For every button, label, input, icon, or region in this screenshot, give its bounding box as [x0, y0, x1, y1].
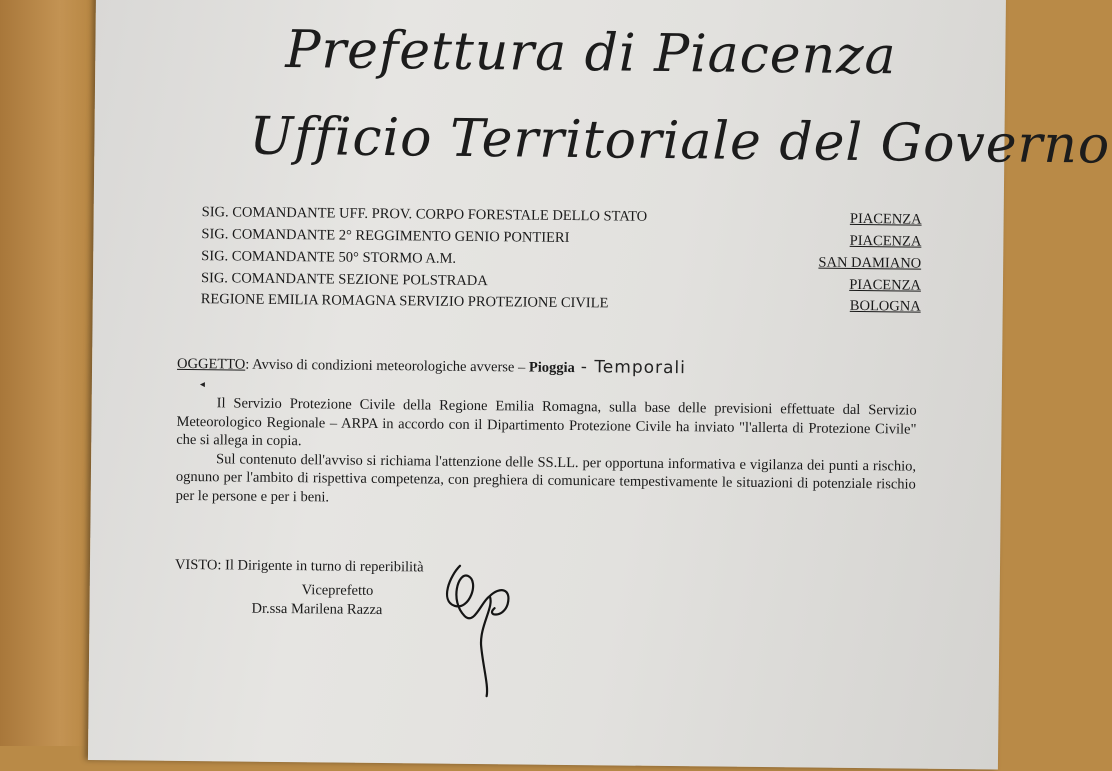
recipient-city: SAN DAMIANO: [818, 254, 922, 272]
letterhead-subtitle: Ufficio Territoriale del Governo: [249, 106, 1111, 176]
body-text: [176, 394, 917, 513]
desk-background: [0, 0, 100, 746]
recipient-name: SIG. COMANDANTE 50° STORMO A.M.: [201, 248, 457, 267]
recipient-name: SIG. COMANDANTE SEZIONE POLSTRADA: [200, 270, 488, 290]
recipient-name: SIG. COMANDANTE UFF. PROV. CORPO FORESTALE DELLO STATO: [201, 204, 648, 225]
recipient-name: SIG. COMANDANTE 2° REGGIMENTO GENIO PONTIERI: [201, 226, 570, 246]
recipient-city: PIACENZA: [849, 210, 922, 228]
letterhead-title: Prefettura di Piacenza: [285, 19, 897, 87]
subject-label: OGGETTO: [177, 355, 246, 373]
recipient-city: BOLOGNA: [849, 297, 921, 315]
visto-line: VISTO: Il Dirigente in turno di reperibilità: [174, 556, 424, 576]
handwritten-signature: [419, 545, 551, 706]
subject-bold: Pioggia: [528, 359, 575, 377]
body-paragraph: Sul contenuto dell'avviso si richiama l'attenzione delle SS.LL. per opportuna informativa e vigilanza dei punti a rischio, ognuno per l'ambito di rispettiva competenza, con preghiera di comunicare tempestivamente le situazioni di potenziale rischio per le persone e per i beni.: [175, 450, 917, 505]
margin-arrow-icon: ◂: [199, 379, 205, 391]
signer-role: Viceprefetto: [301, 582, 374, 599]
body-paragraph: Il Servizio Protezione Civile della Regione Emilia Romagna, sulla base delle previsioni effettuate dal Servizio Meteorologico Regionale – ARPA in accordo con il Dipartimento Protezione Civile ha inviato "l'allerta di Protezione Civile" che si allega in copia.: [176, 395, 917, 450]
document-page: [88, 0, 1111, 769]
subject-line: [177, 353, 686, 378]
handwritten-note: - Temporali: [580, 357, 687, 379]
recipient-city: PIACENZA: [849, 276, 922, 294]
recipient-city: PIACENZA: [849, 232, 922, 250]
subject-text: : Avviso di condizioni meteorologiche avverse –: [245, 356, 529, 376]
recipient-name: REGIONE EMILIA ROMAGNA SERVIZIO PROTEZIONE CIVILE: [200, 291, 609, 312]
signer-name: Dr.ssa Marilena Razza: [251, 600, 383, 619]
